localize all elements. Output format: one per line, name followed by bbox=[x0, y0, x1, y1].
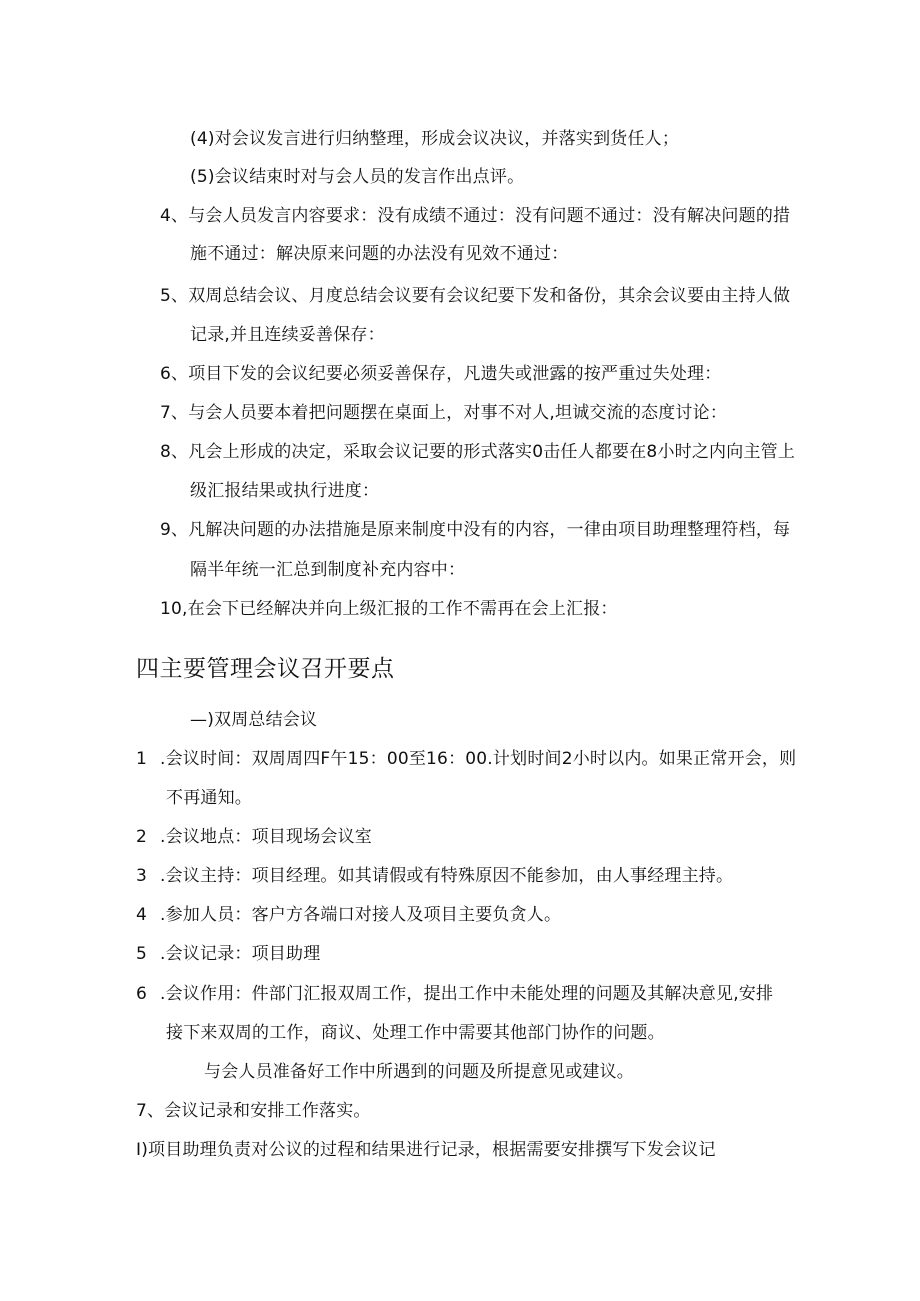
list-item-5-sub: (5)会议结束时对与会人员的发言作出点评。 bbox=[190, 167, 525, 187]
list-b-number-4: 4 bbox=[136, 905, 147, 925]
list-item-8-cont: 级汇报结果或执行进度： bbox=[190, 481, 380, 501]
section-title: 四主要管理会议召开要点 bbox=[136, 656, 395, 682]
sub-item-1-assistant: I)项目助理负责对公议的过程和结果进行记录，根据需要安排撰写下发会议记 bbox=[136, 1140, 716, 1160]
list-item-4-sub: (4)对会议发言进行归纳整理，形成会议决议，并落实到货任人； bbox=[190, 129, 680, 149]
meeting-attendees: .参加人员：客户方各端口对接人及项目主要负贪人。 bbox=[160, 905, 562, 925]
list-item-5-cont: 记录,并且连续妥善保存： bbox=[190, 325, 385, 345]
list-item-7-records: 7、会议记录和安排工作落实。 bbox=[136, 1101, 371, 1121]
subsection-title: —)双周总结会议 bbox=[190, 710, 318, 730]
list-b-number-5: 5 bbox=[136, 944, 147, 964]
list-item-7: 7、与会人员要本着把问题摆在桌面上，对事不对人,坦诚交流的态度讨论： bbox=[160, 403, 728, 423]
list-item-9: 9、凡解决问题的办法措施是原来制度中没有的内容，一律由项目助理整理符档，每 bbox=[160, 520, 791, 540]
list-item-9-cont: 隔半年统一汇总到制度补充内容中： bbox=[190, 560, 466, 580]
list-item-4: 4、与会人员发言内容要求：没有成绩不通过：没有问题不通过：没有解决问题的措 bbox=[160, 206, 791, 226]
meeting-time-cont: 不再通知。 bbox=[166, 788, 252, 808]
list-item-5: 5、双周总结会议、月度总结会议要有会议纪要下发和备份，其余会议要由主持人做 bbox=[160, 286, 791, 306]
attendee-preparation: 与会人员准备好工作中所遇到的问题及所提意见或建议。 bbox=[204, 1062, 634, 1082]
list-b-number-6: 6 bbox=[136, 984, 147, 1004]
list-item-8: 8、凡会上形成的决定，采取会议记要的形式落实0击任人都要在8小时之内向主管上 bbox=[160, 442, 796, 462]
list-b-number-1: 1 bbox=[136, 749, 147, 769]
list-item-4-cont: 施不通过：解决原来问题的办法没有见效不通过： bbox=[190, 244, 569, 264]
list-item-10: 10,在会下已经解决并向上级汇报的工作不需再在会上汇报： bbox=[160, 599, 618, 619]
meeting-recorder: .会议记录：项目助理 bbox=[160, 944, 321, 964]
list-item-6: 6、项目下发的会议纪要必须妥善保存，凡遗失或泄露的按严重过失处理： bbox=[160, 364, 722, 384]
meeting-time: .会议时间：双周周四F午15：00至16：00.计划时间2小时以内。如果正常开会，则 bbox=[160, 749, 797, 769]
meeting-location: .会议地点：项目现场会议室 bbox=[160, 827, 373, 847]
list-b-number-3: 3 bbox=[136, 866, 147, 886]
list-b-number-2: 2 bbox=[136, 827, 147, 847]
meeting-purpose-cont: 接下来双周的工作，商议、处理工作中需要其他部门协作的问题。 bbox=[166, 1023, 665, 1043]
meeting-host: .会议主持：项目经理。如其请假或有特殊原因不能参加，由人事经理主持。 bbox=[160, 866, 734, 886]
meeting-purpose: .会议作用：件部门汇报双周工作，提出工作中未能处理的问题及其解决意见,安排 bbox=[160, 984, 774, 1004]
